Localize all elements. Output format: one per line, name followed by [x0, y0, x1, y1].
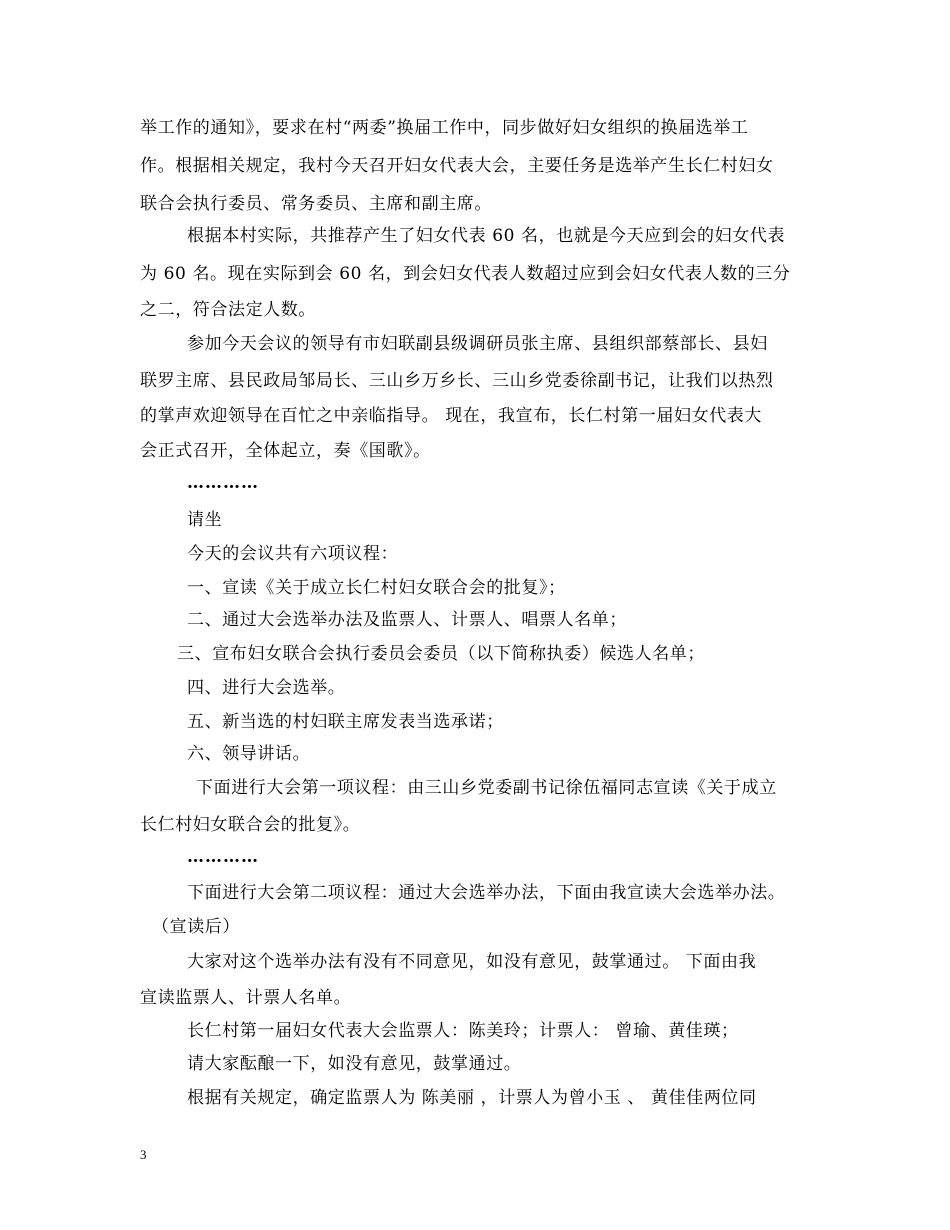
- agenda-item: 五、新当选的村妇联主席发表当选承诺；: [187, 712, 504, 732]
- body-line: 之二，符合法定人数。: [140, 300, 316, 320]
- body-line: 举工作的通知》，要求在村“两委”换届工作中，同步做好妇女组织的换届选举工: [140, 118, 749, 138]
- body-line: 联合会执行委员、常务委员、主席和副主席。: [140, 194, 492, 214]
- body-line: 今天的会议共有六项议程：: [187, 544, 399, 564]
- body-line: 参加今天会议的领导有市妇联副县级调研员张主席、县组织部蔡部长、县妇: [187, 334, 768, 354]
- body-line: 长仁村第一届妇女代表大会监票人：陈美玲；计票人： 曾瑜、黄佳瑛；: [187, 1021, 739, 1041]
- agenda-item: 三、宣布妇女联合会执行委员会委员（以下简称执委）候选人名单；: [177, 644, 705, 664]
- ellipsis-line: …………: [187, 473, 259, 493]
- body-line: 为 60 名。现在实际到会 60 名，到会妇女代表人数超过应到会妇女代表人数的三分: [140, 264, 791, 284]
- body-line: （宣读后）: [152, 917, 240, 937]
- body-line: 的掌声欢迎领导在百忙之中亲临指导。 现在，我宣布，长仁村第一届妇女代表大: [140, 406, 763, 426]
- body-line: 大家对这个选举办法有没有不同意见，如没有意见，鼓掌通过。 下面由我: [187, 952, 757, 972]
- body-line: 作。根据相关规定，我村今天召开妇女代表大会，主要任务是选举产生长仁村妇女: [140, 156, 774, 176]
- agenda-item: 二、通过大会选举办法及监票人、计票人、唱票人名单；: [187, 610, 627, 630]
- agenda-item: 六、领导讲话。: [187, 744, 311, 764]
- agenda-item: 四、进行大会选举。: [187, 678, 346, 698]
- body-line: 根据本村实际，共推荐产生了妇女代表 60 名，也就是今天应到会的妇女代表: [187, 226, 786, 246]
- body-line: 请大家酝酿一下，如没有意见，鼓掌通过。: [187, 1054, 522, 1074]
- body-line: 请坐: [187, 510, 223, 530]
- body-line: 会正式召开，全体起立，奏《国歌》。: [140, 441, 431, 461]
- agenda-item: 一、宣读《关于成立长仁村妇女联合会的批复》；: [187, 578, 566, 598]
- body-line: 下面进行大会第一项议程：由三山乡党委副书记徐伍福同志宣读《关于成立: [196, 778, 777, 798]
- body-line: 根据有关规定，确定监票人为 陈美丽 ，计票人为曾小玉 、 黄佳佳两位同: [187, 1088, 757, 1108]
- page-number: 3: [140, 1147, 147, 1162]
- body-line: 长仁村妇女联合会的批复》。: [140, 815, 361, 835]
- body-line: 宣读监票人、计票人名单。: [140, 988, 352, 1008]
- ellipsis-line: …………: [187, 847, 259, 867]
- body-line: 下面进行大会第二项议程：通过大会选举办法，下面由我宣读大会选举办法。: [187, 883, 786, 903]
- body-line: 联罗主席、县民政局邹局长、三山乡万乡长、三山乡党委徐副书记，让我们以热烈: [140, 371, 774, 391]
